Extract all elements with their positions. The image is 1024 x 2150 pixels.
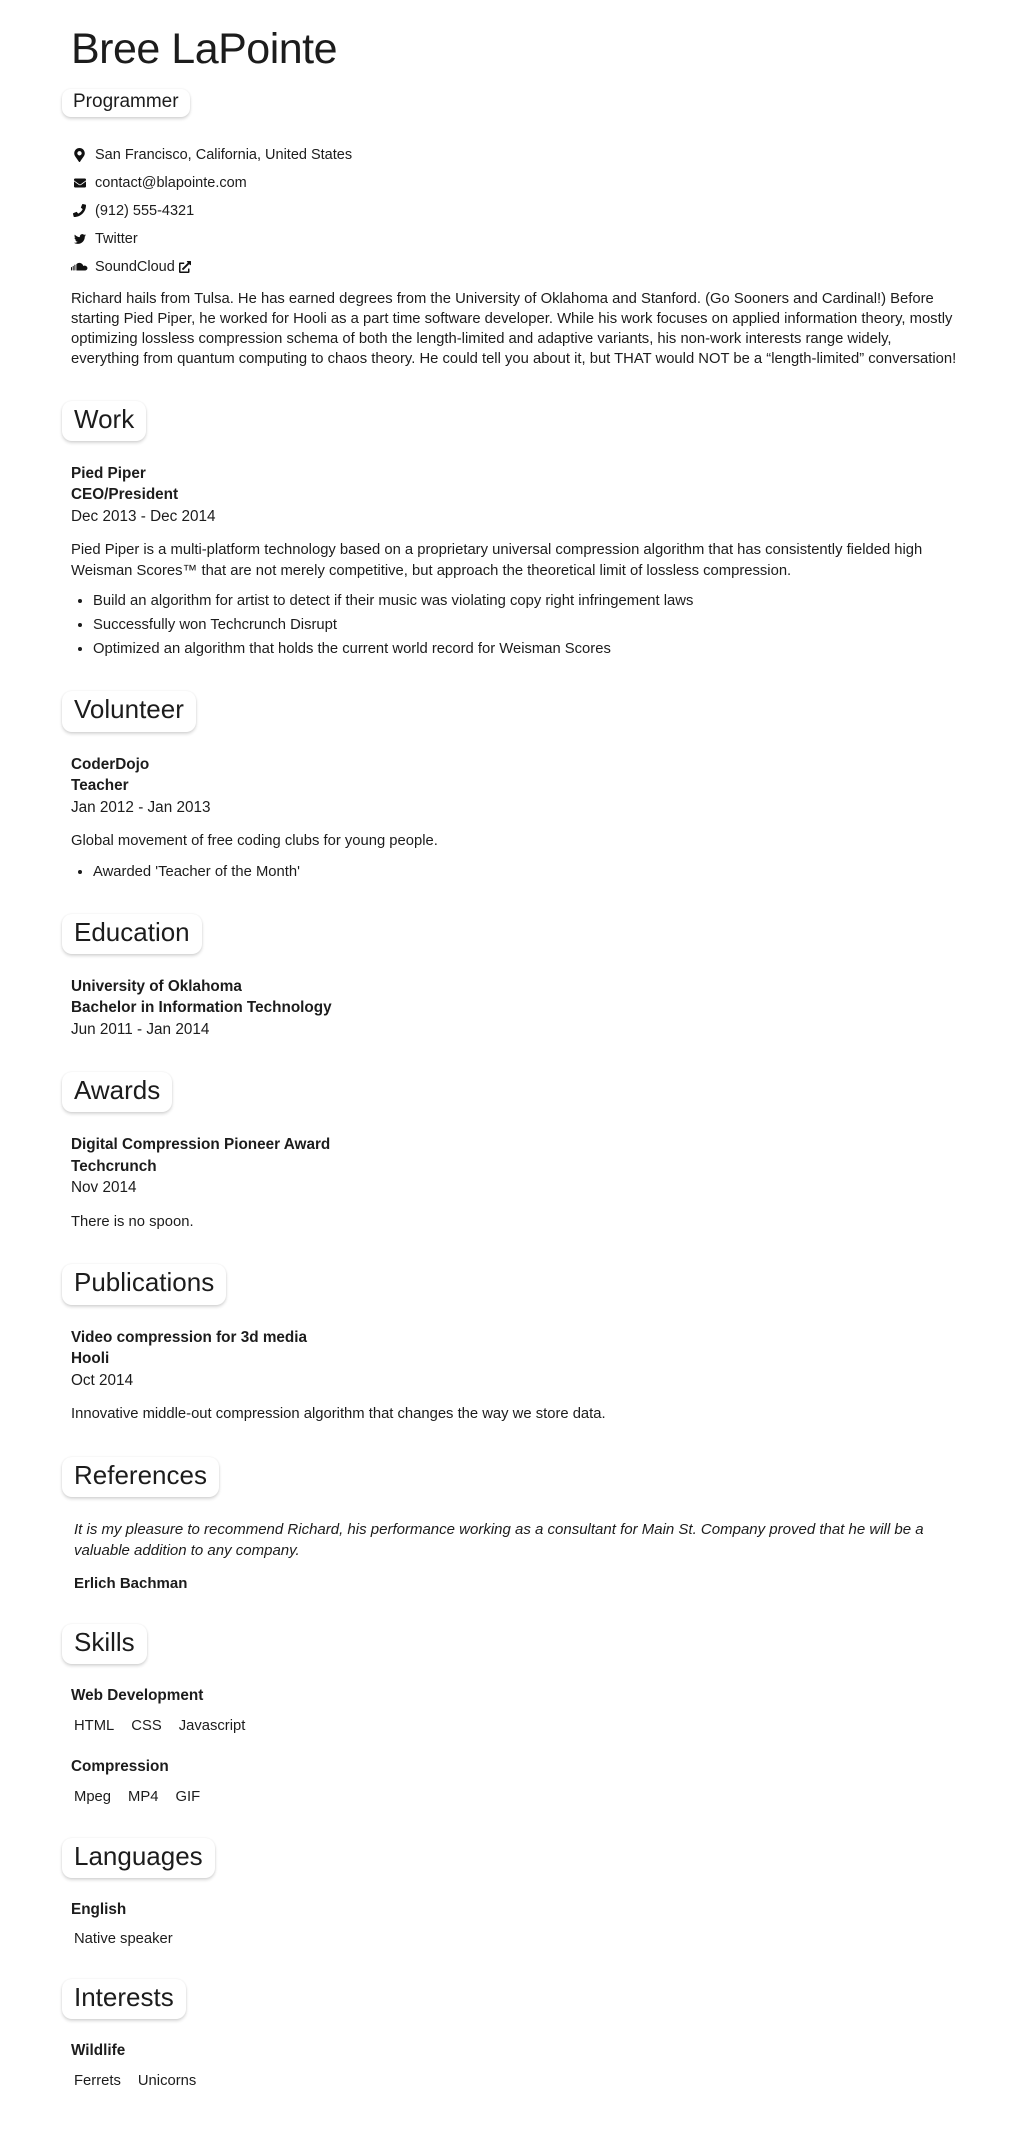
skill-group-name: Compression (71, 1758, 169, 1776)
work-highlights (71, 591, 960, 659)
soundcloud-link-text: SoundCloud (95, 258, 175, 275)
volunteer-entry (71, 754, 960, 882)
award-title: Digital Compression Pioneer Award (71, 1136, 331, 1154)
publication-date: Oct 2014 (71, 1371, 134, 1389)
work-highlight-item: • Build an algorithm for artist to detect if their music was violating copy right infringement laws (93, 591, 960, 611)
skill-keyword: GIF (175, 1789, 201, 1806)
work-dates: Dec 2013 - Dec 2014 (71, 507, 216, 525)
volunteer-dates: Jan 2012 - Jan 2013 (71, 798, 211, 816)
skills-group-compression (71, 1757, 960, 1806)
phone-icon (71, 204, 88, 217)
work-company: Pied Piper (71, 464, 146, 482)
skills-heading-badge: Skills (62, 1624, 147, 1664)
education-entry (71, 976, 960, 1041)
languages-section-heading (71, 1838, 960, 1878)
contact-block (71, 147, 960, 275)
interest-keyword: Unicorns (137, 2073, 197, 2090)
volunteer-section-heading (71, 691, 960, 731)
skill-keyword: CSS (131, 1718, 162, 1735)
location-text: San Francisco, California, United States (95, 146, 353, 163)
award-summary: There is no spoon. (71, 1213, 194, 1230)
skill-keyword: Javascript (178, 1718, 246, 1735)
email-text[interactable]: contact@blapointe.com (95, 174, 247, 191)
reference-entry (71, 1519, 960, 1592)
interest-name: Wildlife (71, 2042, 126, 2060)
volunteer-highlights (71, 862, 960, 882)
awards-heading-badge: Awards (62, 1072, 172, 1112)
soundcloud-icon (71, 261, 88, 273)
phone-text: (912) 555-4321 (95, 202, 195, 219)
contact-profile-soundcloud[interactable] (71, 259, 960, 275)
skill-keyword: Mpeg (74, 1789, 112, 1806)
education-dates: Jun 2011 - Jan 2014 (71, 1020, 210, 1038)
award-date: Nov 2014 (71, 1179, 137, 1197)
award-awarder: Techcrunch (71, 1157, 157, 1175)
languages-heading-badge: Languages (62, 1838, 215, 1878)
skill-keyword: HTML (74, 1718, 115, 1735)
interests-heading-badge: Interests (62, 1979, 186, 2019)
references-heading-badge: References (62, 1457, 219, 1497)
volunteer-position: Teacher (71, 777, 129, 795)
external-link-icon (179, 261, 191, 273)
skills-section-heading (71, 1624, 960, 1664)
reference-name: Erlich Bachman (74, 1574, 188, 1592)
education-section-heading (71, 914, 960, 954)
job-title-badge: Programmer (62, 89, 190, 117)
skill-keywords (74, 1717, 960, 1735)
skills-group-web (71, 1686, 960, 1735)
skill-group-name: Web Development (71, 1687, 204, 1705)
publication-title: Video compression for 3d media (71, 1328, 308, 1346)
work-position: CEO/President (71, 486, 179, 504)
awards-section-heading (71, 1072, 960, 1112)
reference-quote: It is my pleasure to recommend Richard, his performance working as a consultant for Main St. Company proved that he will be a valuable addition to any company. (74, 1520, 924, 1559)
map-marker-icon (71, 148, 88, 162)
volunteer-heading-badge: Volunteer (62, 691, 196, 731)
publication-summary: Innovative middle-out compression algorithm that changes the way we store data. (71, 1406, 606, 1423)
page-title: Bree LaPointe (71, 25, 338, 73)
twitter-link[interactable]: Twitter (95, 230, 138, 247)
publications-section-heading (71, 1264, 960, 1304)
volunteer-highlight-item: • Awarded 'Teacher of the Month' (93, 862, 960, 882)
interests-section-heading (71, 1979, 960, 2019)
contact-email (71, 175, 960, 191)
work-highlight-item: • Optimized an algorithm that holds the current world record for Weisman Scores (93, 639, 960, 659)
work-section-heading (71, 401, 960, 441)
volunteer-organization: CoderDojo (71, 755, 150, 773)
volunteer-summary: Global movement of free coding clubs for young people. (71, 833, 438, 850)
interest-keywords (74, 2072, 960, 2090)
education-institution: University of Oklahoma (71, 977, 242, 995)
work-heading-badge: Work (62, 401, 146, 441)
envelope-icon (71, 177, 88, 189)
publication-publisher: Hooli (71, 1350, 110, 1368)
soundcloud-link[interactable] (95, 259, 175, 275)
work-entry (71, 463, 960, 660)
publications-heading-badge: Publications (62, 1264, 226, 1304)
work-highlight-item: • Successfully won Techcrunch Disrupt (93, 615, 960, 635)
references-section-heading (71, 1457, 960, 1497)
twitter-icon (71, 233, 88, 245)
education-heading-badge: Education (62, 914, 202, 954)
language-fluency: Native speaker (74, 1931, 173, 1948)
contact-profile-twitter[interactable] (71, 231, 960, 247)
skill-keywords (74, 1788, 960, 1806)
education-degree: Bachelor in Information Technology (71, 999, 332, 1017)
about-summary: Richard hails from Tulsa. He has earned degrees from the University of Oklahoma and Stanford. (Go Sooners and Cardinal!) Before starting Pied Piper, he worked for Hooli as a part time software developer. While his work focuses on applied information theory, mostly optimizing lossless compression schema of both the length-limited and adaptive variants, his non-work interests range widely, everything from quantum computing to chaos theory. He could tell you about it, but THAT would NOT be a “length-limited” conversation! (71, 290, 957, 367)
contact-location (71, 147, 960, 163)
interest-keyword: Ferrets (74, 2073, 121, 2090)
award-entry (71, 1134, 960, 1232)
contact-phone (71, 203, 960, 219)
language-name: English (71, 1901, 127, 1919)
skill-keyword: MP4 (128, 1789, 159, 1806)
language-entry (71, 1900, 960, 1947)
interest-entry (71, 2041, 960, 2090)
publication-entry (71, 1327, 960, 1425)
work-summary: Pied Piper is a multi-platform technology based on a proprietary universal compression algorithm that has consistently fielded high Weisman Scores™ that are not merely competitive, but approach the theoretical limit of lossless compression. (71, 542, 923, 579)
